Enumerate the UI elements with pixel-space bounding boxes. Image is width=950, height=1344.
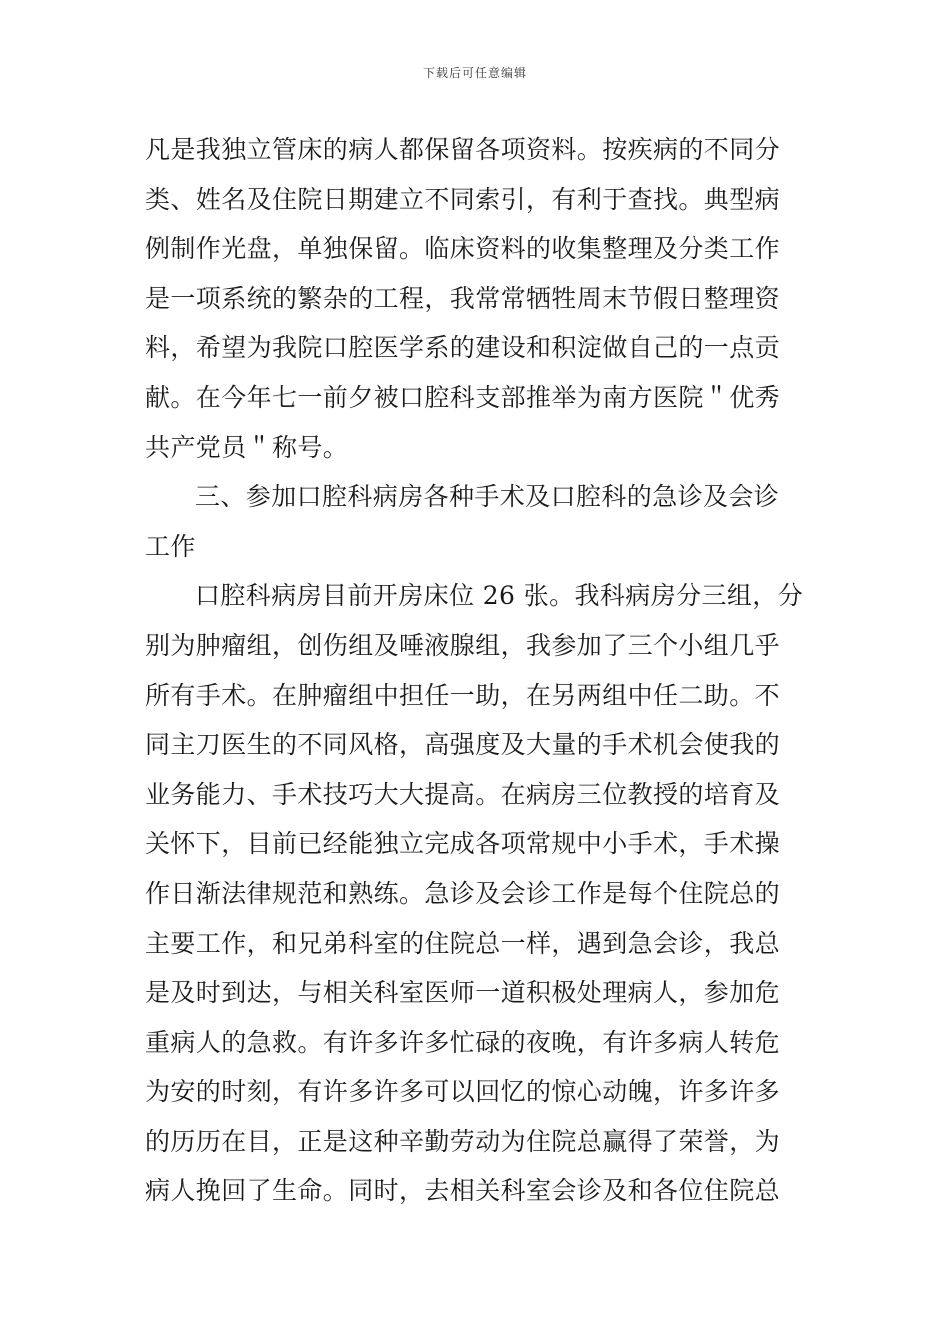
text-line: 共产党员＂称号。 — [145, 432, 349, 462]
text-line: 料，希望为我院口腔医学系的建设和积淀做自己的一点贡 — [145, 333, 781, 363]
text-line: 三、参加口腔科病房各种手术及口腔科的急诊及会诊 — [195, 482, 780, 512]
text-line: 献。在今年七一前夕被口腔科支部推举为南方医院＂优秀 — [145, 382, 781, 412]
text-line: 例制作光盘，单独保留。临床资料的收集整理及分类工作 — [145, 234, 781, 264]
text-line: 是及时到达，与相关科室医师一道积极处理病人，参加危 — [145, 978, 781, 1008]
text-line: 凡是我独立管床的病人都保留各项资料。按疾病的不同分 — [145, 135, 781, 164]
document-body — [145, 125, 810, 1216]
text-line: 类、姓名及住院日期建立不同索引，有利于查找。典型病 — [145, 184, 781, 214]
text-line: 口腔科病房目前开房床位 26 张。我科病房分三组，分 — [195, 581, 804, 611]
text-line: 的历历在目，正是这种辛勤劳动为住院总赢得了荣誉，为 — [145, 1126, 781, 1156]
text-line: 为安的时刻，有许多许多可以回忆的惊心动魄，许多许多 — [145, 1077, 781, 1107]
text-line: 病人挽回了生命。同时，去相关科室会诊及和各位住院总 — [145, 1176, 781, 1206]
text-line: 作日渐法律规范和熟练。急诊及会诊工作是每个住院总的 — [145, 878, 781, 908]
text-line: 同主刀医生的不同风格，高强度及大量的手术机会使我的 — [145, 730, 781, 760]
text-line: 所有手术。在肿瘤组中担任一助，在另两组中任二助。不 — [145, 680, 781, 710]
text-line: 关怀下，目前已经能独立完成各项常规中小手术，手术操 — [145, 829, 781, 859]
text-line: 业务能力、手术技巧大大提高。在病房三位教授的培育及 — [145, 779, 781, 809]
page-header-note: 下载后可任意编辑 — [422, 66, 527, 80]
text-line: 是一项系统的繁杂的工程，我常常牺牲周末节假日整理资 — [145, 283, 781, 313]
text-line: 别为肿瘤组，创伤组及唾液腺组，我参加了三个小组几乎 — [145, 630, 781, 660]
text-line: 主要工作，和兄弟科室的住院总一样，遇到急会诊，我总 — [145, 928, 781, 958]
text-line: 重病人的急救。有许多许多忙碌的夜晚，有许多病人转危 — [145, 1027, 781, 1057]
text-line: 工作 — [145, 531, 196, 561]
